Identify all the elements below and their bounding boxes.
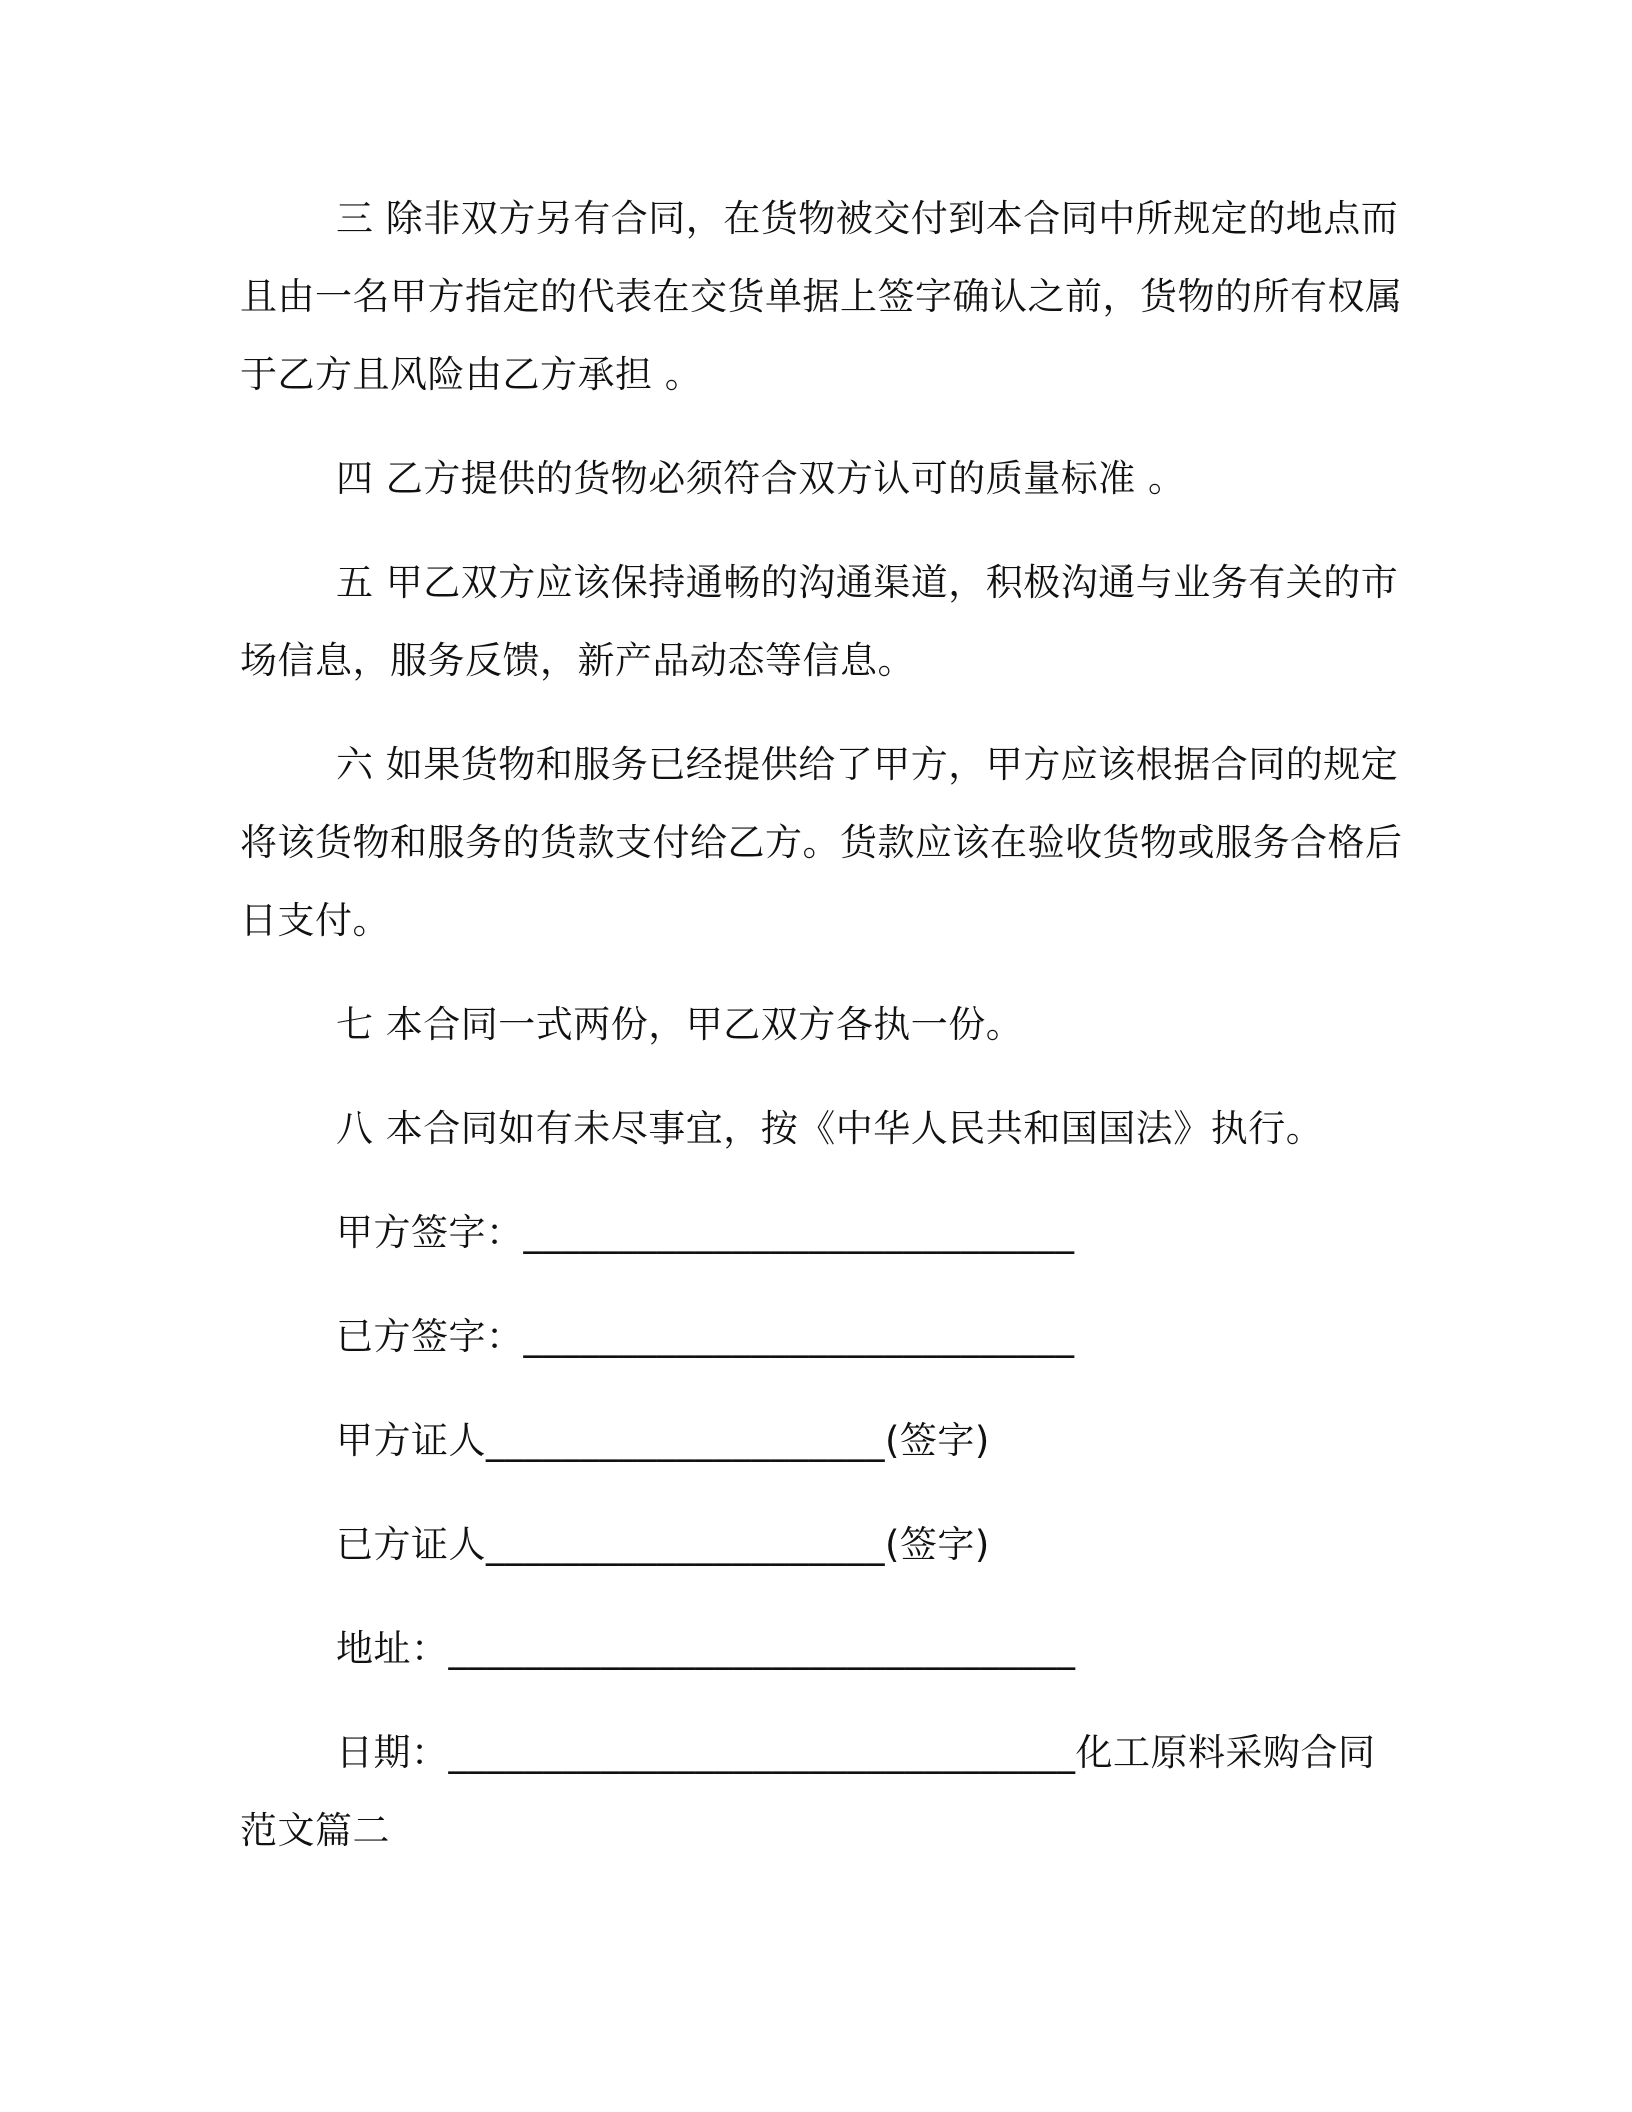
party-b-witness-line: 已方证人_____________________(签字) — [336, 1523, 990, 1566]
clause-7: 七 本合同一式两份，甲乙双方各执一份。 — [336, 1003, 1024, 1046]
date-line-and-next-title: 日期：_________________________________化工原料采购合同范文篇二 — [240, 1731, 1376, 1852]
document-page — [240, 180, 1410, 1870]
address-line: 地址：_________________________________ — [336, 1627, 1076, 1670]
party-a-signature-line: 甲方签字：_____________________________ — [336, 1211, 1075, 1254]
clause-3: 三 除非双方另有合同，在货物被交付到本合同中所规定的地点而且由一名甲方指定的代表在交货单据上签字确认之前，货物的所有权属于乙方且风险由乙方承担 。 — [240, 197, 1403, 396]
clause-6: 六 如果货物和服务已经提供给了甲方，甲方应该根据合同的规定将该货物和服务的货款支付给乙方。货款应该在验收货物或服务合格后 日支付。 — [240, 743, 1403, 942]
clause-8: 八 本合同如有未尽事宜，按《中华人民共和国国法》执行。 — [336, 1107, 1324, 1150]
party-b-signature-line: 已方签字：_____________________________ — [336, 1315, 1075, 1358]
clause-4: 四 乙方提供的货物必须符合双方认可的质量标准 。 — [336, 457, 1186, 500]
clause-5: 五 甲乙双方应该保持通畅的沟通渠道，积极沟通与业务有关的市场信息，服务反馈，新产品动态等信息。 — [240, 561, 1399, 682]
party-a-witness-line: 甲方证人_____________________(签字) — [336, 1419, 990, 1462]
